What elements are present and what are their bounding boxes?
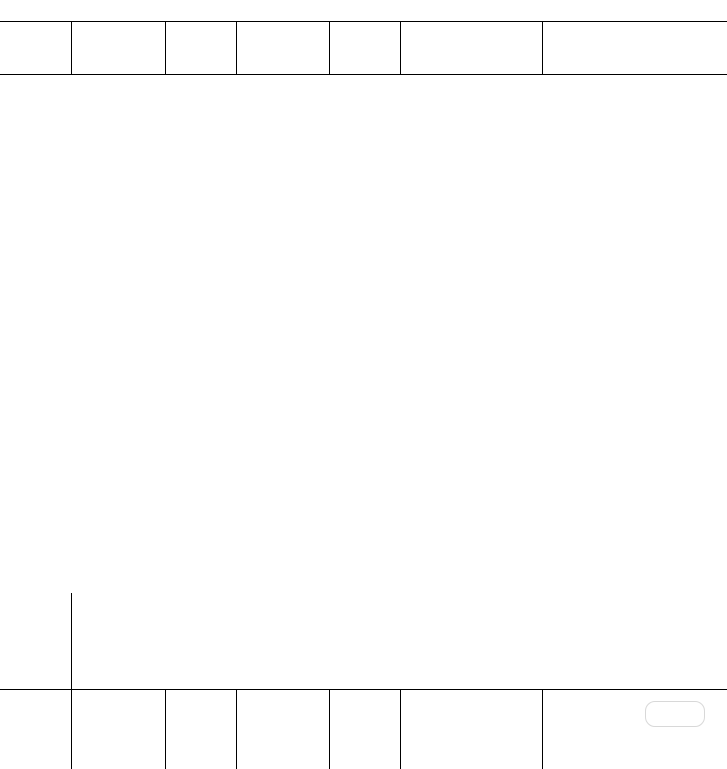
profile-self-cell [0, 0, 72, 21]
profile-employer-cell [72, 0, 166, 21]
hupu-logo-watermark [645, 701, 705, 727]
again-family [237, 690, 330, 769]
profile-only-child-cell [543, 0, 727, 21]
header-family [237, 22, 330, 74]
profile-mother-cell [237, 0, 330, 21]
again-looks [401, 690, 543, 769]
header-row [0, 21, 727, 75]
summary-left-border [71, 593, 72, 690]
profile-empty-cell [330, 0, 401, 21]
summary-block [0, 593, 727, 690]
again-job [72, 690, 166, 769]
again-row [0, 690, 727, 769]
profile-father-cell [401, 0, 543, 21]
header-looks [401, 22, 543, 74]
again-year [166, 690, 237, 769]
header-index [0, 22, 72, 74]
profile-row [0, 0, 727, 21]
header-height [330, 22, 401, 74]
header-job [72, 22, 166, 74]
header-birth-year [166, 22, 237, 74]
again-label [0, 690, 72, 769]
profile-height-weight-cell [166, 0, 237, 21]
again-height [330, 690, 401, 769]
header-reason [543, 22, 727, 74]
